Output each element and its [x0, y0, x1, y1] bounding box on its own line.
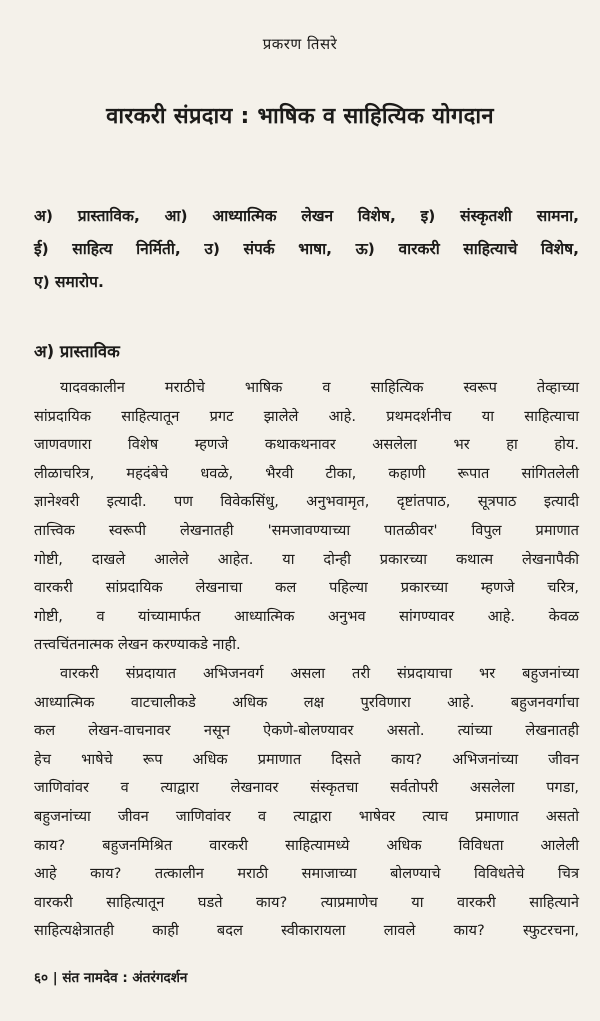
text-line: साहित्यक्षेत्रातही काही बदल स्वीकारायला लावले काय? स्फुटरचना, [34, 922, 579, 940]
text-line: वारकरी साहित्यातून घडते काय? त्याप्रमाणेच या वारकरी साहित्याने [34, 893, 579, 911]
outline-line: ई) साहित्य निर्मिती, उ) संपर्क भाषा, ऊ) वारकरी साहित्याचे विशेष, [34, 240, 579, 258]
body-text [34, 374, 579, 946]
text-line: काय? बहुजनमिश्रित वारकरी साहित्यामध्ये अधिक विविधता आलेली [34, 836, 579, 854]
text-line: तत्त्वचिंतनात्मक लेखन करण्याकडे नाही. [34, 636, 241, 654]
outline-line: ए) समारोप. [34, 273, 104, 291]
page-footer: ६० | संत नामदेव : अंतरंगदर्शन [34, 970, 188, 986]
text-line: आध्यात्मिक वाटचालीकडे अधिक लक्ष पुरविणारा आहे. बहुजनवर्गाचा [34, 693, 579, 711]
text-line: वारकरी सांप्रदायिक लेखनाचा कल पहिल्या प्रकारच्या म्हणजे चरित्र, [34, 579, 579, 597]
text-line: लीळाचरित्र, महदंबेचे धवळे, भैरवी टीका, कहाणी रूपात सांगितलेली [34, 464, 579, 482]
text-line: सांप्रदायिक साहित्यातून प्रगट झालेले आहे. प्रथमदर्शनीच या साहित्याचा [34, 407, 579, 425]
section-heading: अ) प्रास्ताविक [34, 342, 120, 361]
chapter-label: प्रकरण तिसरे [262, 35, 338, 53]
text-line: जाणवणारा विशेष म्हणजे कथाकथनावर असलेला भर हा होय. [34, 436, 579, 454]
text-line: बहुजनांच्या जीवन जाणिवांवर व त्याद्वारा भाषेवर त्याच प्रमाणात असतो [34, 807, 579, 825]
paragraph-1 [34, 374, 579, 660]
text-line: ज्ञानेश्वरी इत्यादी. पण विवेकसिंधु, अनुभवामृत, दृष्टांतपाठ, सूत्रपाठ इत्यादी [34, 493, 579, 511]
outline-line: अ) प्रास्ताविक, आ) आध्यात्मिक लेखन विशेष, इ) संस्कृतशी सामना, [34, 207, 579, 225]
text-line: वारकरी संप्रदायात अभिजनवर्ग असला तरी संप्रदायाचा भर बहुजनांच्या [60, 664, 579, 682]
chapter-outline [34, 200, 579, 299]
text-line: तात्त्विक स्वरूपी लेखनातही 'समजावण्याच्या पातळीवर' विपुल प्रमाणात [34, 521, 579, 539]
text-line: आहे काय? तत्कालीन मराठी समाजाच्या बोलण्याचे विविधतेचे चित्र [34, 865, 579, 883]
paragraph-2 [34, 660, 579, 946]
chapter-title: वारकरी संप्रदाय : भाषिक व साहित्यिक योगदान [106, 104, 494, 129]
text-line: कल लेखन-वाचनावर नसून ऐकणे-बोलण्यावर असतो. त्यांच्या लेखनातही [34, 722, 579, 740]
text-line: गोष्टी, दाखले आलेले आहेत. या दोन्ही प्रकारच्या कथात्म लेखनापैकी [34, 550, 579, 568]
text-line: जाणिवांवर व त्याद्वारा लेखनावर संस्कृतचा सर्वतोपरी असलेला पगडा, [34, 779, 579, 797]
text-line: हेच भाषेचे रूप अधिक प्रमाणात दिसते काय? अभिजनांच्या जीवन [34, 750, 579, 768]
text-line: यादवकालीन मराठीचे भाषिक व साहित्यिक स्वरूप तेव्हाच्या [60, 379, 579, 396]
text-line: गोष्टी, व यांच्यामार्फत आध्यात्मिक अनुभव सांगण्यावर आहे. केवळ [34, 607, 579, 625]
